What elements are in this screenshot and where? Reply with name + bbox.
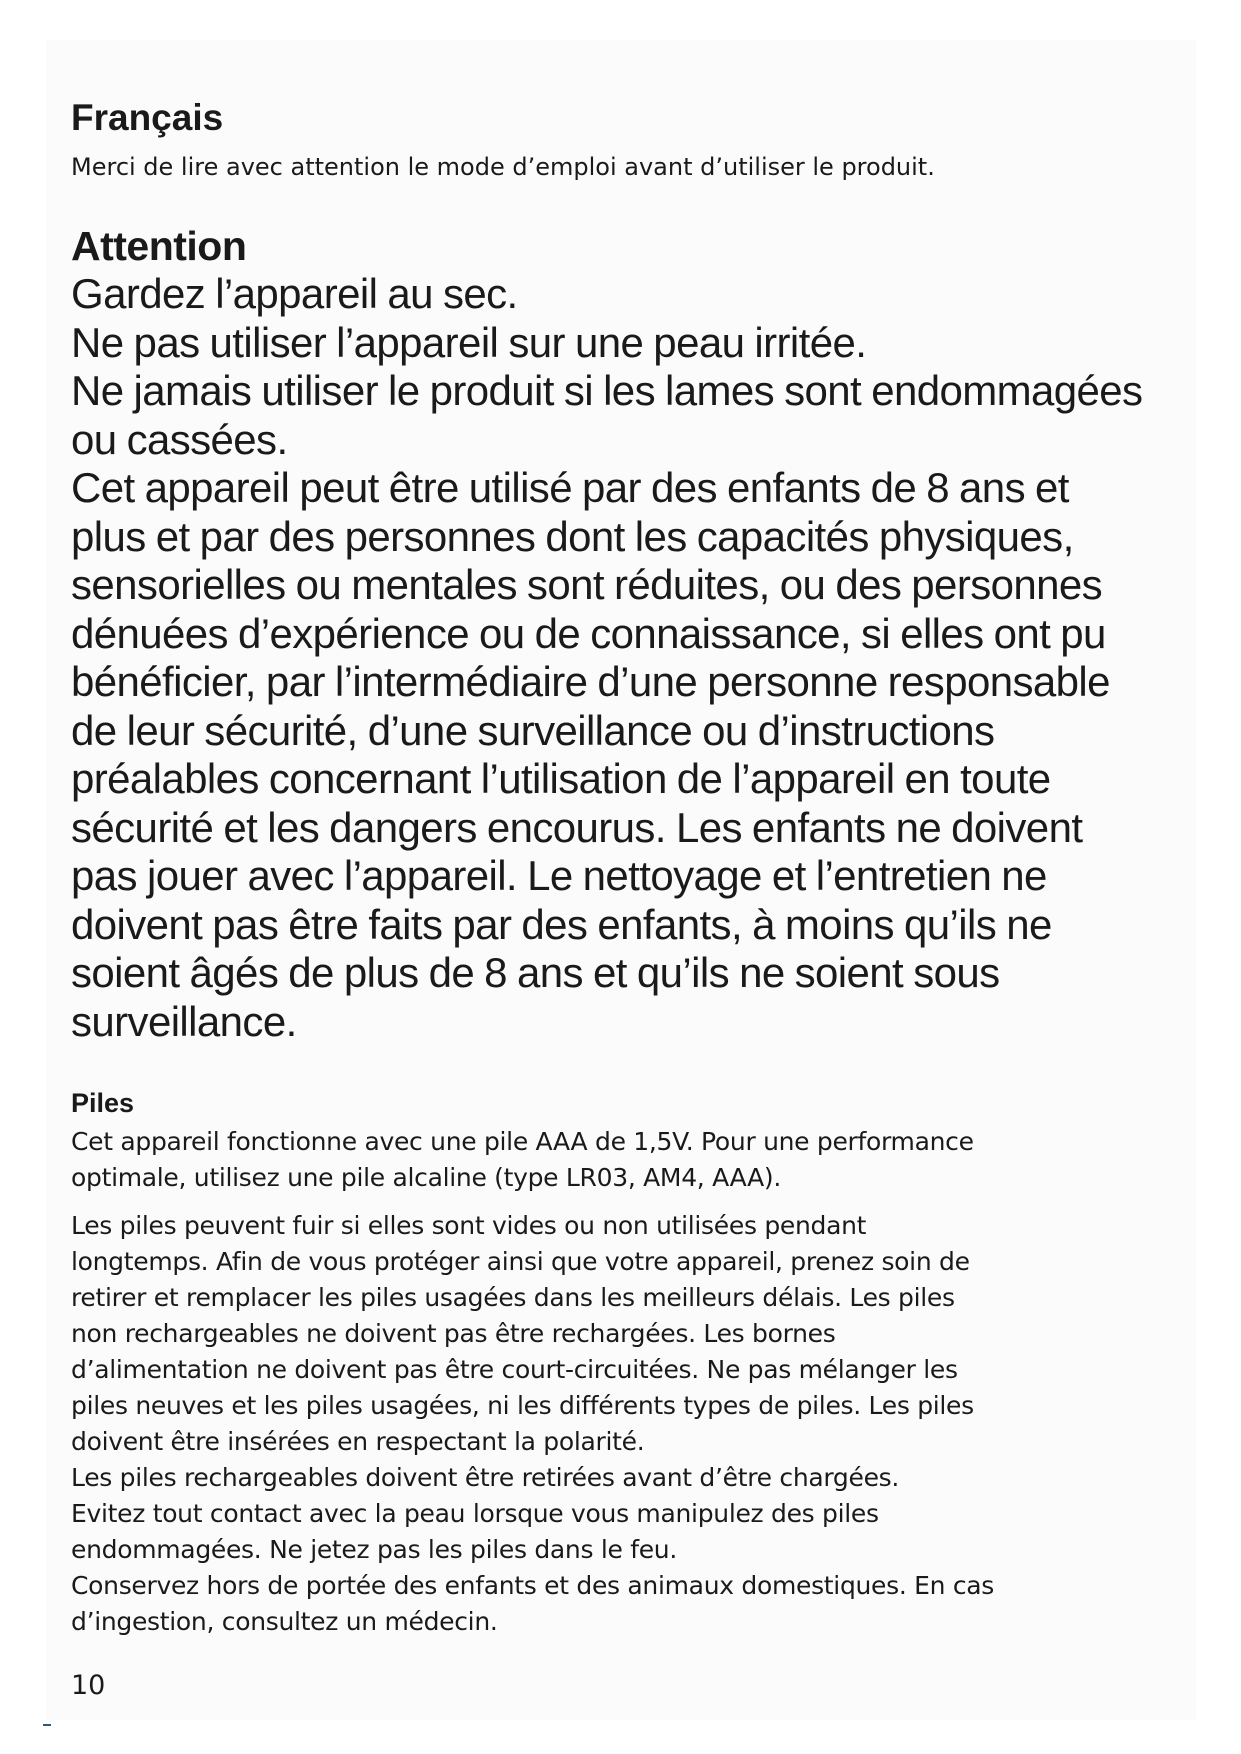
- attention-line: Gardez l’appareil au sec.: [71, 270, 518, 317]
- piles-line: Cet appareil fonctionne avec une pile AAA de 1,5V. Pour une performance: [71, 1127, 974, 1156]
- piles-line: doivent être insérées en respectant la polarité.: [71, 1427, 645, 1456]
- piles-line: piles neuves et les piles usagées, ni les différents types de piles. Les piles: [71, 1391, 974, 1420]
- attention-line: soient âgés de plus de 8 ans et qu’ils ne soient sous: [71, 949, 1000, 996]
- attention-line: Ne jamais utiliser le produit si les lames sont endommagées: [71, 367, 1143, 414]
- document-body: [71, 96, 1181, 1640]
- piles-line: Conservez hors de portée des enfants et des animaux domestiques. En cas: [71, 1571, 995, 1600]
- piles-line: Les piles rechargeables doivent être retirées avant d’être chargées.: [71, 1463, 900, 1492]
- piles-line: retirer et remplacer les piles usagées dans les meilleurs délais. Les piles: [71, 1283, 955, 1312]
- attention-line: Ne pas utiliser l’appareil sur une peau irritée.: [71, 318, 867, 366]
- piles-line: optimale, utilisez une pile alcaline (type LR03, AM4, AAA).: [71, 1163, 781, 1192]
- piles-line: endommagées. Ne jetez pas les piles dans le feu.: [71, 1535, 677, 1564]
- edge-mark: [43, 1724, 51, 1726]
- piles-title: Piles: [71, 1088, 135, 1118]
- attention-text: [71, 270, 1181, 1046]
- attention-line: plus et par des personnes dont les capacités physiques,: [71, 512, 1074, 560]
- intro-text: Merci de lire avec attention le mode d’emploi avant d’utiliser le produit.: [71, 153, 935, 181]
- attention-line: pas jouer avec l’appareil. Le nettoyage et l’entretien ne: [71, 852, 1047, 899]
- attention-line: surveillance.: [71, 997, 297, 1045]
- page-number: 10: [71, 1670, 106, 1701]
- language-title: Français: [71, 97, 224, 138]
- piles-paragraph-1: [71, 1124, 1181, 1196]
- attention-line: ou cassées.: [71, 415, 288, 463]
- attention-line: doivent pas être faits par des enfants, à moins qu’ils ne: [71, 900, 1052, 948]
- attention-line: préalables concernant l’utilisation de l’appareil en toute: [71, 755, 1051, 802]
- piles-line: non rechargeables ne doivent pas être rechargées. Les bornes: [71, 1319, 836, 1348]
- piles-line: Les piles peuvent fuir si elles sont vides ou non utilisées pendant: [71, 1211, 867, 1240]
- piles-line: longtemps. Afin de vous protéger ainsi que votre appareil, prenez soin de: [71, 1247, 970, 1276]
- piles-paragraph-2: [71, 1208, 1181, 1640]
- attention-line: sécurité et les dangers encourus. Les enfants ne doivent: [71, 803, 1083, 851]
- attention-title: Attention: [71, 223, 247, 269]
- attention-line: de leur sécurité, d’une surveillance ou d’instructions: [71, 706, 995, 754]
- piles-line: d’ingestion, consultez un médecin.: [71, 1607, 498, 1636]
- attention-line: Cet appareil peut être utilisé par des enfants de 8 ans et: [71, 464, 1069, 511]
- piles-line: d’alimentation ne doivent pas être court-circuitées. Ne pas mélanger les: [71, 1355, 958, 1384]
- attention-line: bénéficier, par l’intermédiaire d’une personne responsable: [71, 658, 1110, 705]
- piles-line: Evitez tout contact avec la peau lorsque vous manipulez des piles: [71, 1499, 879, 1528]
- attention-line: sensorielles ou mentales sont réduites, ou des personnes: [71, 561, 1103, 608]
- attention-line: dénuées d’expérience ou de connaissance, si elles ont pu: [71, 609, 1106, 657]
